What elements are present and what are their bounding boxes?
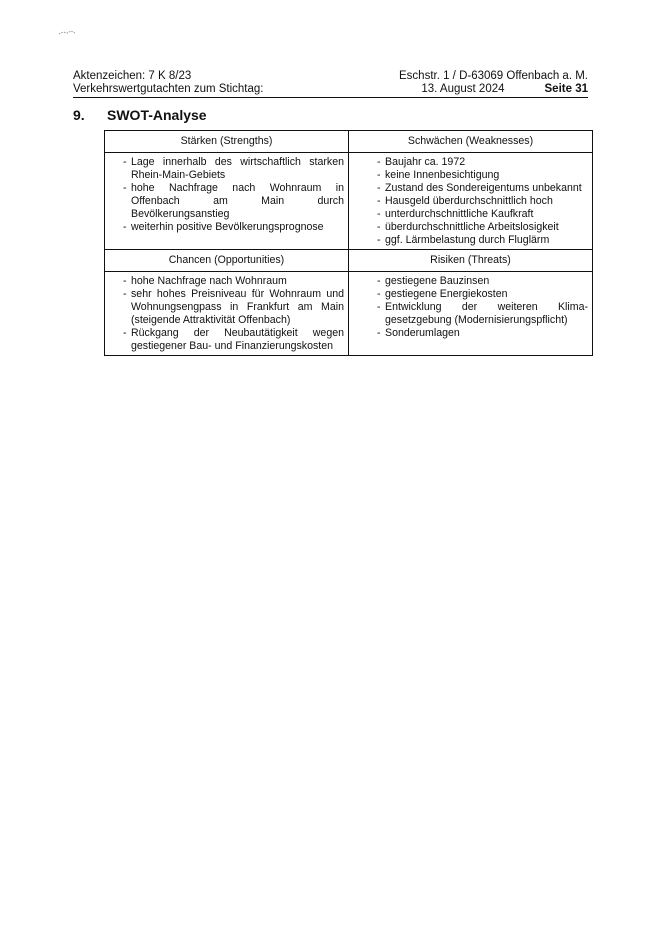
- scan-artifact-mark: [58, 28, 76, 36]
- section-title: SWOT-Analyse: [107, 107, 207, 123]
- file-reference: Aktenzeichen: 7 K 8/23: [73, 70, 192, 82]
- threats-cell: [349, 272, 593, 356]
- list-item: - keine Innenbesichtigung: [349, 169, 588, 182]
- list-item: - hohe Nachfrage nach Wohnraum: [105, 275, 344, 288]
- opportunities-heading: Chancen (Opportunities): [105, 250, 349, 272]
- swot-content-row-bottom: [105, 272, 593, 356]
- list-item: - Lage innerhalb des wirtschaftlich starken Rhein-Main-Gebiets: [105, 156, 344, 182]
- list-item: - überdurchschnittliche Arbeitslosigkeit: [349, 221, 588, 234]
- list-item: - gestiegene Bauzinsen: [349, 275, 588, 288]
- weaknesses-heading: Schwächen (Weaknesses): [349, 131, 593, 153]
- weaknesses-list: [349, 153, 592, 249]
- report-type: Verkehrswertgutachten zum Stichtag:: [73, 83, 264, 95]
- swot-header-row-bottom: [105, 250, 593, 272]
- header-row-1: [73, 70, 588, 83]
- threats-list: [349, 272, 592, 342]
- list-item: - Sonderumlagen: [349, 327, 588, 340]
- opportunities-cell: [105, 272, 349, 356]
- swot-table: [104, 130, 593, 356]
- weaknesses-cell: [349, 153, 593, 250]
- strengths-list: [105, 153, 348, 236]
- date-page-group: [421, 83, 588, 96]
- list-item: - ggf. Lärmbelastung durch Fluglärm: [349, 234, 588, 247]
- list-item: - sehr hohes Preisniveau für Wohnraum und Wohnungsengpass in Frankfurt am Main (steigende Attraktivität Offenbach): [105, 288, 344, 327]
- section-number: 9.: [73, 107, 85, 123]
- list-item: - hohe Nachfrage nach Wohnraum in Offenbach am Main durch Bevölkerungsanstieg: [105, 182, 344, 221]
- address: Eschstr. 1 / D-63069 Offenbach a. M.: [399, 70, 588, 82]
- list-item: - gestiegene Energiekosten: [349, 288, 588, 301]
- list-item: - Rückgang der Neubautätigkeit wegen gestiegener Bau- und Finanzierungskosten: [105, 327, 344, 353]
- strengths-heading: Stärken (Strengths): [105, 131, 349, 153]
- list-item: - Hausgeld überdurchschnittlich hoch: [349, 195, 588, 208]
- swot-content-row-top: [105, 153, 593, 250]
- report-date: 13. August 2024: [421, 83, 505, 95]
- page-header: [73, 70, 588, 98]
- list-item: - weiterhin positive Bevölkerungsprognose: [105, 221, 344, 234]
- list-item: - Entwicklung der weiteren Klima-gesetzgebung (Modernisierungspflicht): [349, 301, 588, 327]
- header-row-2: [73, 83, 588, 98]
- list-item: - Baujahr ca. 1972: [349, 156, 588, 169]
- swot-header-row-top: [105, 131, 593, 153]
- page-number: Seite 31: [544, 83, 588, 95]
- threats-heading: Risiken (Threats): [349, 250, 593, 272]
- opportunities-list: [105, 272, 348, 355]
- section-heading: [73, 107, 207, 123]
- list-item: - unterdurchschnittliche Kaufkraft: [349, 208, 588, 221]
- strengths-cell: [105, 153, 349, 250]
- list-item: - Zustand des Sondereigentums unbekannt: [349, 182, 588, 195]
